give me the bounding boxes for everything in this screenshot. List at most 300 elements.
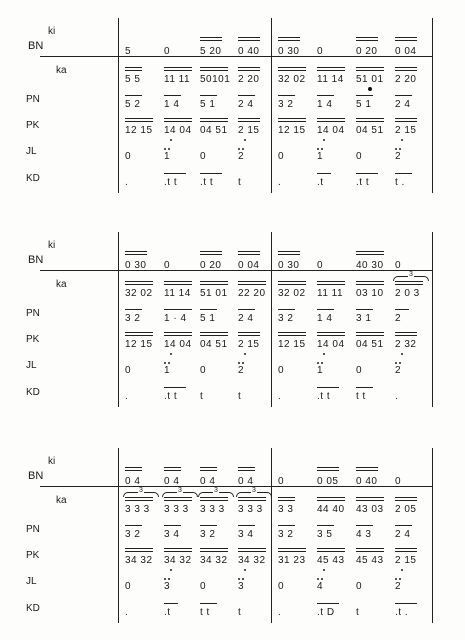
beam — [317, 173, 331, 174]
beam — [238, 251, 260, 252]
octave-dot — [399, 362, 401, 364]
row-label-ki: ki — [48, 26, 56, 37]
row-label-pk: PK — [26, 550, 40, 561]
note-cell-ka: 2 05 — [395, 504, 417, 515]
row-label-pn: PN — [26, 308, 40, 319]
note-cell-ka: 43 03 — [356, 504, 384, 515]
octave-dot — [321, 148, 323, 150]
note-cell-jl: 1 — [164, 151, 171, 162]
octave-dot — [395, 362, 397, 364]
note-cell-jl: 3 — [164, 581, 171, 592]
beam — [164, 335, 192, 336]
beam — [125, 497, 153, 498]
tuplet-number: 3 — [214, 487, 218, 494]
note-cell-pk: 34 32 — [125, 555, 153, 566]
note-cell-kd: . — [125, 177, 129, 188]
beam — [395, 67, 417, 68]
note-cell-jl: 0 — [278, 151, 285, 162]
note-cell-kd: t t — [356, 391, 366, 402]
note-cell-ka: 51 01 — [200, 288, 228, 299]
beam — [125, 332, 153, 333]
note-cell-ki: 0 — [395, 476, 402, 487]
note-cell-kd: . — [278, 391, 282, 402]
beam — [395, 118, 417, 119]
beam — [238, 95, 255, 96]
note-cell-jl: 0 — [356, 151, 363, 162]
note-cell-pk: 34 32 — [200, 555, 228, 566]
bar-line — [271, 232, 272, 407]
note-cell-pn: 3 2 — [125, 313, 141, 324]
bar-line — [271, 18, 272, 193]
note-cell-jl: 2 — [238, 365, 245, 376]
note-cell-ki: 0 4 — [238, 476, 254, 487]
beam — [278, 548, 306, 549]
note-cell-ki: 0 — [317, 260, 324, 271]
note-cell-ka: 50101 — [200, 74, 231, 85]
beam — [238, 500, 266, 501]
beam — [395, 37, 417, 38]
row-label-kd: KD — [26, 173, 40, 184]
row-label-kd: KD — [26, 603, 40, 614]
beam — [164, 497, 192, 498]
note-cell-pk: 2 15 — [238, 125, 260, 136]
bar-line — [118, 18, 119, 193]
note-cell-kd: t — [238, 607, 242, 618]
beam — [238, 118, 260, 119]
octave-dot — [170, 139, 172, 141]
beam — [278, 335, 306, 336]
octave-dot — [401, 569, 403, 571]
beam — [164, 500, 192, 501]
note-cell-jl: 3 — [238, 581, 245, 592]
beam — [356, 548, 384, 549]
beam — [278, 332, 306, 333]
octave-dot — [323, 569, 325, 571]
beam — [395, 548, 417, 549]
note-cell-pn: 1 4 — [164, 99, 180, 110]
beam — [238, 525, 255, 526]
beam — [395, 121, 417, 122]
row-label-pk: PK — [26, 120, 40, 131]
beam — [317, 121, 345, 122]
note-cell-ki: 0 — [395, 260, 402, 271]
beam — [317, 335, 345, 336]
octave-dot — [242, 362, 244, 364]
beam — [356, 500, 384, 501]
note-cell-ka: 5 5 — [125, 74, 141, 85]
beam — [317, 118, 345, 119]
tuplet-number: 3 — [409, 271, 413, 278]
beam — [317, 497, 345, 498]
beam — [395, 40, 417, 41]
note-cell-pk: 12 15 — [125, 125, 153, 136]
beam — [395, 309, 409, 310]
beam — [238, 37, 260, 38]
beam — [356, 281, 384, 282]
beam — [356, 37, 378, 38]
note-cell-pk: 2 15 — [395, 125, 417, 136]
beam — [200, 173, 222, 174]
note-cell-pk: 45 43 — [317, 555, 345, 566]
note-cell-pn: 5 1 — [200, 99, 216, 110]
beam — [200, 548, 228, 549]
note-cell-pn: 3 2 — [278, 529, 294, 540]
note-cell-pn: 2 4 — [238, 313, 254, 324]
beam — [317, 67, 345, 68]
beam — [356, 497, 384, 498]
note-cell-ki: 0 04 — [395, 46, 417, 57]
note-cell-jl: 2 — [395, 581, 402, 592]
row-label-pk: PK — [26, 334, 40, 345]
note-cell-ki: 0 — [164, 260, 171, 271]
note-cell-pn: 1 4 — [317, 99, 333, 110]
note-cell-ka: 11 11 — [164, 74, 191, 85]
beam — [164, 95, 181, 96]
row-label-jl: JL — [26, 576, 37, 587]
beam — [125, 284, 153, 285]
note-cell-pk: 04 51 — [200, 125, 228, 136]
beam — [238, 335, 260, 336]
beam — [356, 551, 384, 552]
note-cell-ka: 2 0 3 — [395, 288, 420, 299]
beam — [395, 603, 417, 604]
beam — [395, 173, 412, 174]
beam — [356, 335, 384, 336]
beam — [125, 254, 147, 255]
beam — [125, 121, 153, 122]
beam — [278, 118, 306, 119]
beam — [356, 95, 373, 96]
beam — [200, 603, 217, 604]
note-cell-ki: 0 05 — [317, 476, 339, 487]
notation-system — [0, 18, 465, 208]
note-cell-pn: 3 1 — [356, 313, 372, 324]
row-label-bn: BN — [28, 470, 44, 482]
beam — [164, 548, 192, 549]
note-cell-jl: 0 — [200, 151, 207, 162]
beam — [125, 470, 142, 471]
note-cell-pk: 14 04 — [164, 339, 192, 350]
note-cell-pn: 3 2 — [125, 529, 141, 540]
beam — [200, 70, 228, 71]
beam — [278, 497, 295, 498]
octave-dot — [321, 578, 323, 580]
octave-dot — [317, 362, 319, 364]
beam — [200, 470, 217, 471]
octave-dot — [238, 148, 240, 150]
note-cell-ki: 0 4 — [125, 476, 141, 487]
note-cell-kd: t — [238, 391, 242, 402]
beam — [125, 335, 153, 336]
beam — [125, 70, 142, 71]
beam — [164, 173, 186, 174]
beam — [164, 281, 192, 282]
note-cell-pk: 14 04 — [317, 125, 345, 136]
note-cell-pk: 04 51 — [356, 339, 384, 350]
note-cell-ka: 03 10 — [356, 288, 384, 299]
beam — [200, 335, 228, 336]
beam — [317, 470, 339, 471]
note-cell-pk: 12 15 — [278, 125, 306, 136]
note-cell-ka: 3 3 — [278, 504, 294, 515]
beam — [278, 254, 300, 255]
beam — [238, 281, 266, 282]
row-label-jl: JL — [26, 146, 37, 157]
note-cell-ka: 11 14 — [317, 74, 344, 85]
note-cell-kd: . — [125, 607, 129, 618]
beam — [238, 284, 266, 285]
beam — [317, 387, 339, 388]
octave-dot — [168, 362, 170, 364]
note-cell-ka: 51 01 — [356, 74, 384, 85]
beam — [238, 67, 260, 68]
note-cell-pn: 2 4 — [238, 99, 254, 110]
beam — [164, 121, 192, 122]
beam — [278, 95, 295, 96]
bar-line — [118, 232, 119, 407]
octave-dot — [168, 148, 170, 150]
note-cell-jl: 1 — [317, 365, 324, 376]
beam — [395, 335, 417, 336]
beam — [200, 525, 217, 526]
beam — [356, 40, 378, 41]
note-cell-pk: 2 15 — [238, 339, 260, 350]
note-cell-pn: 3 2 — [200, 529, 216, 540]
notation-system — [0, 232, 465, 422]
accent-dot — [368, 87, 372, 91]
beam — [278, 37, 300, 38]
beam — [278, 284, 306, 285]
note-cell-ka: 3 3 3 — [125, 504, 150, 515]
row-label-ki: ki — [48, 456, 56, 467]
note-cell-ka: 2 20 — [395, 74, 417, 85]
beam — [238, 40, 260, 41]
note-cell-ka: 11 14 — [164, 288, 191, 299]
note-cell-jl: 1 — [164, 365, 171, 376]
note-cell-ki: 0 30 — [125, 260, 147, 271]
beam — [395, 281, 423, 282]
beam — [125, 548, 153, 549]
row-label-jl: JL — [26, 360, 37, 371]
row-label-ka: ka — [56, 279, 67, 290]
note-cell-pk: 34 32 — [238, 555, 266, 566]
note-cell-kd: .t t — [317, 391, 331, 402]
beam — [317, 551, 345, 552]
beam — [278, 251, 300, 252]
row-label-kd: KD — [26, 387, 40, 398]
beam — [356, 254, 384, 255]
beam — [278, 40, 300, 41]
octave-dot — [164, 578, 166, 580]
beam — [278, 500, 295, 501]
note-cell-ki: 0 4 — [200, 476, 216, 487]
note-cell-ka: 3 3 3 — [200, 504, 225, 515]
beam — [317, 548, 345, 549]
beam — [200, 40, 222, 41]
beam — [356, 470, 378, 471]
row-label-ki: ki — [48, 240, 56, 251]
beam — [317, 70, 345, 71]
note-cell-pk: 14 04 — [317, 339, 345, 350]
beam — [356, 525, 373, 526]
row-label-bn: BN — [28, 40, 44, 52]
beam — [125, 525, 142, 526]
beam — [125, 251, 147, 252]
beam — [200, 500, 228, 501]
note-cell-pk: 2 32 — [395, 339, 417, 350]
note-cell-kd: t . — [395, 177, 405, 188]
octave-dot — [323, 139, 325, 141]
beam — [356, 70, 384, 71]
note-cell-ka: 11 11 — [317, 288, 344, 299]
beam — [125, 67, 142, 68]
beam — [125, 118, 153, 119]
note-cell-kd: .t t — [356, 177, 370, 188]
octave-dot — [238, 578, 240, 580]
beam — [278, 121, 306, 122]
note-cell-ki: 0 4 — [164, 476, 180, 487]
note-cell-pn: 3 5 — [317, 529, 333, 540]
octave-dot — [164, 362, 166, 364]
beam — [164, 118, 192, 119]
note-cell-pk: 2 15 — [395, 555, 417, 566]
note-cell-jl: 0 — [278, 581, 285, 592]
beam — [200, 284, 228, 285]
beam — [278, 309, 295, 310]
note-cell-pn: 3 2 — [278, 313, 294, 324]
note-cell-kd: .t t — [164, 391, 178, 402]
note-cell-pk: 12 15 — [278, 339, 306, 350]
note-cell-ki: 0 30 — [278, 46, 300, 57]
note-cell-ka: 32 02 — [278, 288, 306, 299]
octave-dot — [317, 578, 319, 580]
note-cell-kd: .t t — [200, 177, 214, 188]
note-cell-ki: 0 — [164, 46, 171, 57]
beam — [278, 551, 306, 552]
beam — [238, 551, 266, 552]
beam — [356, 118, 384, 119]
note-cell-ka: 3 3 3 — [164, 504, 189, 515]
note-cell-ki: 0 — [317, 46, 324, 57]
note-cell-ki: 0 04 — [238, 260, 260, 271]
beam — [164, 387, 186, 388]
beam — [125, 95, 142, 96]
beam — [200, 118, 228, 119]
note-cell-kd: . — [278, 177, 282, 188]
beam — [164, 470, 181, 471]
beam — [125, 500, 153, 501]
note-cell-kd: t — [356, 607, 360, 618]
octave-dot — [170, 569, 172, 571]
beam — [125, 309, 142, 310]
note-cell-kd: t — [200, 391, 204, 402]
tuplet-number: 3 — [252, 487, 256, 494]
beam — [238, 470, 255, 471]
beam — [200, 332, 228, 333]
note-cell-pn: 4 3 — [356, 529, 372, 540]
octave-dot — [401, 139, 403, 141]
note-cell-ki: 0 40 — [356, 476, 378, 487]
note-cell-jl: 2 — [395, 365, 402, 376]
octave-dot — [170, 353, 172, 355]
note-cell-ki: 0 — [278, 476, 285, 487]
beam — [125, 467, 142, 468]
beam — [238, 309, 255, 310]
beam — [356, 67, 384, 68]
note-cell-pn: 1 4 — [317, 313, 333, 324]
note-cell-kd: .t — [164, 607, 171, 618]
beam — [200, 467, 217, 468]
tuplet-number: 3 — [139, 487, 143, 494]
note-cell-kd: t — [238, 177, 242, 188]
note-cell-pn: 3 4 — [238, 529, 254, 540]
beam — [164, 551, 192, 552]
beam — [125, 551, 153, 552]
note-cell-jl: 0 — [200, 581, 207, 592]
note-cell-ki: 5 — [125, 46, 132, 57]
note-cell-pn: 2 4 — [395, 99, 411, 110]
beam — [317, 95, 334, 96]
beam — [164, 467, 181, 468]
octave-dot — [242, 578, 244, 580]
octave-dot — [321, 362, 323, 364]
beam — [164, 525, 181, 526]
beam — [356, 332, 384, 333]
note-cell-ka: 22 20 — [238, 288, 266, 299]
beam — [278, 281, 306, 282]
bar-line — [118, 448, 119, 623]
note-cell-jl: 0 — [356, 365, 363, 376]
note-cell-ki: 0 40 — [238, 46, 260, 57]
bar-line — [432, 448, 433, 623]
note-cell-kd: .t — [317, 177, 324, 188]
beam — [317, 332, 345, 333]
beam — [238, 70, 260, 71]
beam — [395, 500, 417, 501]
octave-dot — [244, 353, 246, 355]
beam — [200, 251, 222, 252]
beam — [317, 467, 339, 468]
notation-system — [0, 448, 465, 638]
octave-dot — [244, 139, 246, 141]
beam — [395, 332, 417, 333]
note-cell-pn: 2 — [395, 313, 402, 324]
note-cell-kd: . — [125, 391, 129, 402]
beam — [164, 309, 192, 310]
note-cell-kd: .t . — [395, 607, 409, 618]
octave-dot — [168, 578, 170, 580]
beam — [278, 525, 295, 526]
beam — [278, 70, 306, 71]
note-cell-jl: 2 — [395, 151, 402, 162]
octave-dot — [317, 148, 319, 150]
note-cell-jl: 0 — [356, 581, 363, 592]
note-cell-kd: .t t — [164, 177, 178, 188]
octave-dot — [401, 353, 403, 355]
beam — [238, 548, 266, 549]
beam — [200, 551, 228, 552]
beam — [238, 332, 260, 333]
beam — [317, 309, 334, 310]
beam — [278, 67, 306, 68]
octave-dot — [395, 578, 397, 580]
note-cell-ki: 40 30 — [356, 260, 384, 271]
beam — [238, 497, 266, 498]
beam — [164, 603, 178, 604]
octave-dot — [238, 362, 240, 364]
beam — [356, 284, 384, 285]
note-cell-kd: . — [278, 607, 282, 618]
